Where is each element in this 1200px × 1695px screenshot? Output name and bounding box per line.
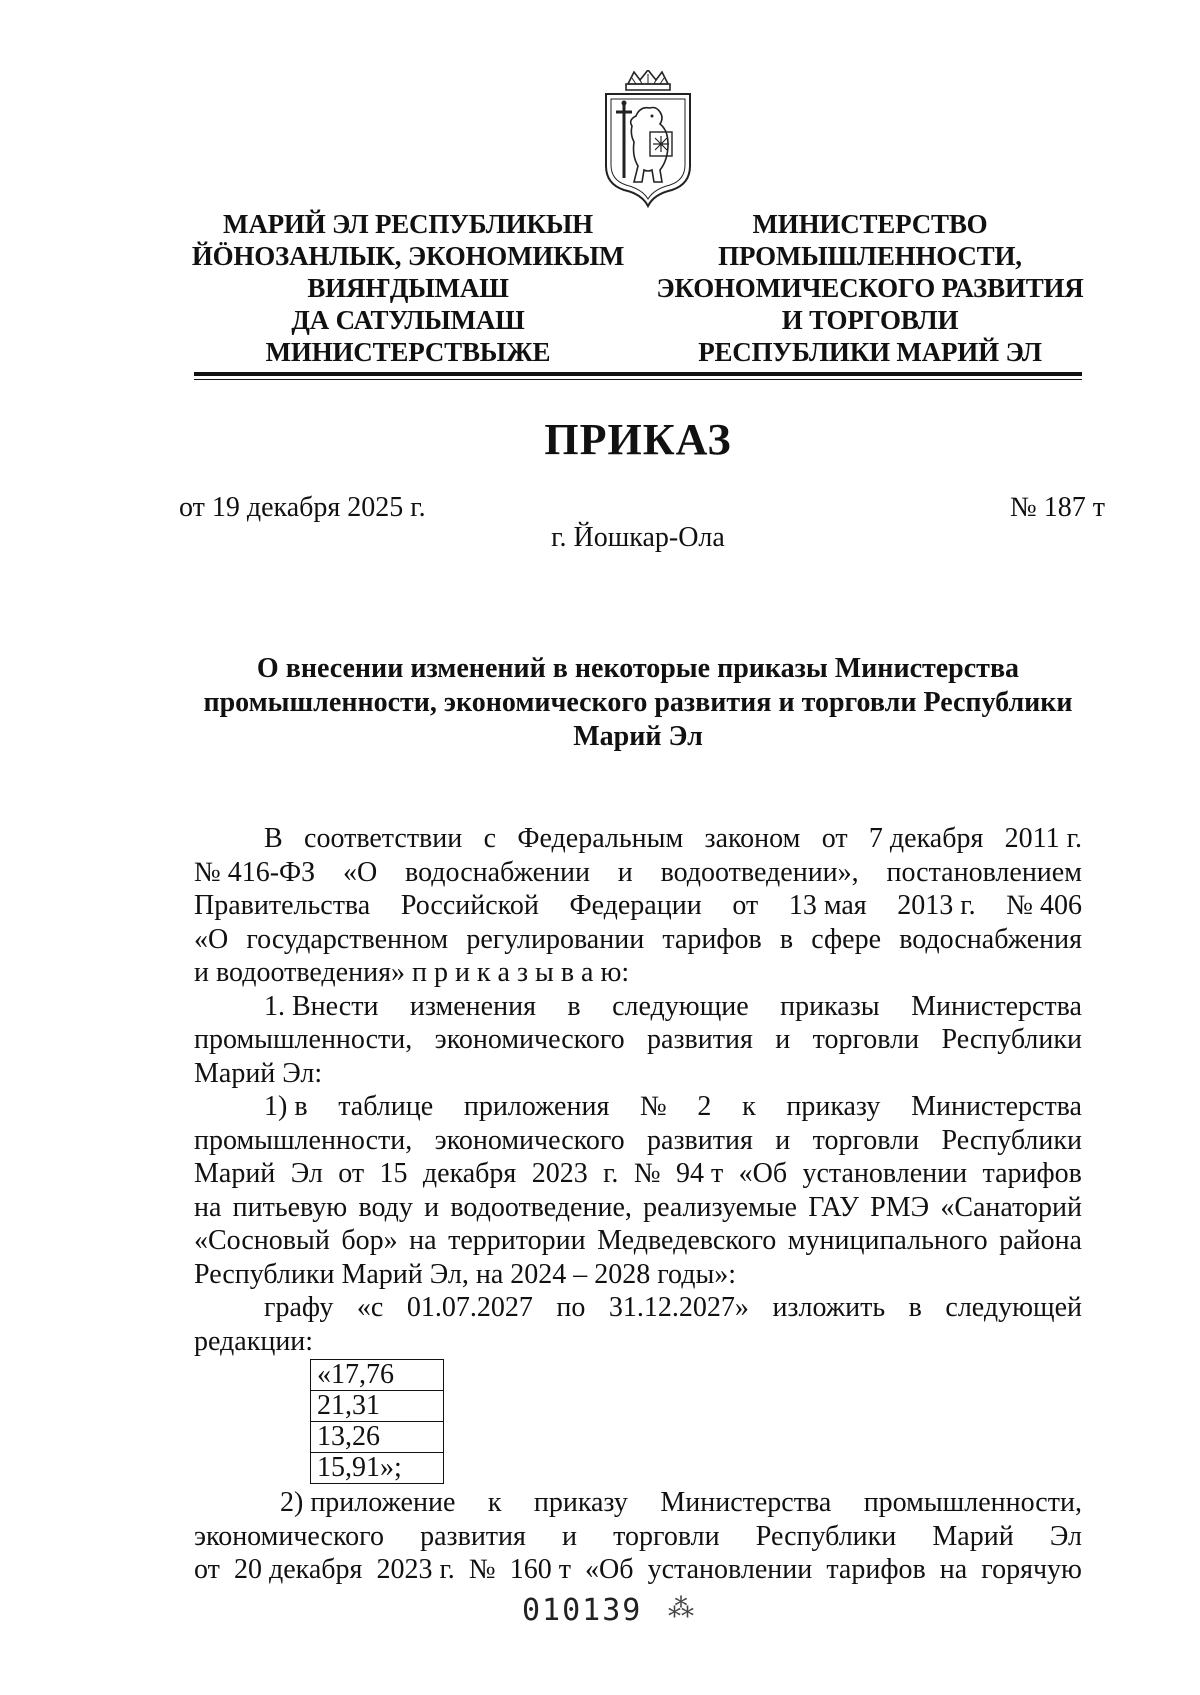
- word: торговли: [613, 1520, 720, 1552]
- order-city: г. Йошкар-Ола: [551, 522, 725, 553]
- word: на: [194, 1191, 222, 1223]
- order-subject: [190, 652, 1086, 754]
- header-divider-thin: [194, 379, 1082, 380]
- table-row: [311, 1453, 444, 1484]
- word: на: [409, 1225, 437, 1256]
- word: на: [939, 1554, 968, 1585]
- word: Эл: [1049, 1520, 1082, 1552]
- word: от: [194, 1554, 220, 1585]
- word: водоснабжении: [405, 856, 590, 888]
- word: промышленности,: [194, 1024, 413, 1055]
- table-row: [311, 1391, 444, 1422]
- word: г.: [603, 1158, 619, 1189]
- header-marian-title: [178, 208, 638, 368]
- word: «Санаторий: [940, 1191, 1082, 1223]
- coat-of-arms-emblem: [602, 70, 694, 208]
- word: тарифов: [662, 923, 762, 955]
- word: тарифов: [826, 1554, 926, 1585]
- word: «с: [356, 1292, 384, 1323]
- word: таблице: [338, 1091, 434, 1122]
- subject-line: промышленности, экономического развития и торговли Республики: [203, 687, 1073, 718]
- word: Марий: [194, 1158, 276, 1189]
- header-line: И ТОРГОВЛИ: [781, 305, 959, 335]
- word: в: [567, 990, 581, 1022]
- word: «О: [343, 856, 378, 888]
- word: водоотведение,: [450, 1191, 632, 1223]
- word: № 406: [1006, 890, 1082, 921]
- word: в: [779, 923, 794, 955]
- word: «Сосновый: [194, 1225, 330, 1256]
- body-line: Республики Марий Эл, на 2024 – 2028 годы»:: [194, 1258, 737, 1290]
- word: торговли: [812, 1024, 920, 1055]
- word: В: [264, 823, 283, 854]
- word: Эл: [290, 1158, 323, 1189]
- word: Марий: [932, 1520, 1014, 1552]
- word: Республики: [941, 1124, 1082, 1156]
- word: от: [338, 1158, 365, 1189]
- body-line: [194, 1520, 1082, 1554]
- word: Медведевского: [597, 1225, 777, 1256]
- word: Правительства: [194, 890, 371, 921]
- word: 20 декабря: [233, 1554, 363, 1585]
- word: 94 т: [675, 1158, 724, 1189]
- word: в: [908, 1292, 922, 1323]
- word: следующие: [612, 990, 749, 1022]
- word: торговли: [812, 1124, 920, 1156]
- word: воду: [358, 1191, 413, 1223]
- word: и: [775, 1024, 791, 1055]
- word: тарифов: [982, 1158, 1082, 1189]
- header-line: ДА САТУЛЫМАШ: [291, 305, 525, 335]
- word: экономического: [434, 1024, 625, 1055]
- word: 01.07.2027: [406, 1292, 533, 1323]
- word: от: [732, 890, 759, 921]
- document-title: ПРИКАЗ: [544, 415, 732, 464]
- word: к: [487, 1487, 502, 1518]
- word: законом: [704, 823, 801, 854]
- word: ГАУ: [808, 1191, 859, 1223]
- subject-line: О внесении изменений в некоторые приказы Министерства: [256, 653, 1020, 684]
- word: регулировании: [466, 923, 645, 955]
- table-row: [311, 1360, 444, 1391]
- word: Республики: [755, 1520, 897, 1552]
- body-line: редакции:: [194, 1325, 314, 1357]
- word: к: [742, 1091, 756, 1122]
- body-line: [194, 856, 1082, 890]
- word: от: [821, 823, 848, 854]
- word: промышленности,: [863, 1487, 1082, 1518]
- word: и: [562, 1520, 578, 1552]
- word: развития: [647, 1024, 753, 1055]
- word: № 416-ФЗ: [194, 856, 316, 888]
- header-line: МИНИСТЕРСТВЫЖЕ: [265, 337, 551, 367]
- word: и: [775, 1124, 791, 1156]
- order-body: [194, 822, 1082, 1587]
- header-line: МИНИСТЕРСТВО: [752, 209, 988, 239]
- word: «Об: [585, 1554, 634, 1585]
- order-number: № 187 т: [1010, 492, 1105, 523]
- header-line: ПРОМЫШЛЕННОСТИ,: [718, 241, 1022, 271]
- word: постановлением: [886, 856, 1082, 888]
- header-line: РЕСПУБЛИКИ МАРИЙ ЭЛ: [698, 337, 1042, 367]
- word: реализуемые: [643, 1191, 797, 1223]
- word: и: [424, 1191, 440, 1223]
- word: 2011 г.: [1004, 823, 1082, 854]
- header-russian-title: [640, 208, 1100, 368]
- word: территории: [448, 1225, 586, 1256]
- word: №: [468, 1554, 496, 1585]
- word: 13 мая: [788, 890, 867, 921]
- word: 2) приложение: [280, 1487, 456, 1518]
- word: «Об: [738, 1158, 788, 1189]
- word: и: [617, 856, 633, 888]
- word: декабря: [422, 1158, 517, 1189]
- word: изложить: [772, 1292, 886, 1323]
- word: района: [999, 1225, 1082, 1256]
- word: водоотведении»,: [660, 856, 859, 888]
- word: 2013 г.: [897, 890, 976, 921]
- body-line: [194, 1023, 1082, 1057]
- word: №: [633, 1158, 661, 1189]
- body-line: [194, 1191, 1082, 1225]
- word: Федеральным: [517, 823, 684, 854]
- word: РМЭ: [870, 1191, 930, 1223]
- word: бор»: [341, 1225, 398, 1256]
- header-line: ЭКОНОМИЧЕСКОГО РАЗВИТИЯ: [656, 273, 1084, 303]
- word: муниципального: [787, 1225, 988, 1256]
- word: Российской: [400, 890, 539, 921]
- word: приказы: [780, 990, 880, 1022]
- order-date: от 19 декабря 2025 г.: [179, 492, 426, 523]
- word: промышленности,: [194, 1124, 413, 1156]
- word: питьевую: [232, 1191, 348, 1223]
- word: Министерства: [911, 990, 1082, 1022]
- body-line: [194, 1224, 1082, 1258]
- word: Федерации: [569, 890, 702, 921]
- word: установлении: [802, 1158, 968, 1189]
- body-line: Марий Эл:: [194, 1057, 323, 1089]
- body-line: [194, 1124, 1082, 1158]
- word: 2: [697, 1091, 712, 1122]
- body-line: [194, 1553, 1082, 1587]
- word: графу: [264, 1292, 334, 1323]
- word: приложения: [463, 1091, 610, 1122]
- body-line: [194, 1291, 1082, 1325]
- word: Республики: [941, 1024, 1082, 1055]
- body-line: [194, 1090, 1082, 1124]
- word: горячую: [981, 1554, 1082, 1585]
- word: сфере: [811, 923, 882, 955]
- word: 2023 г.: [376, 1554, 455, 1585]
- word: развития: [647, 1124, 753, 1156]
- word: Министерства: [660, 1487, 832, 1518]
- word: №: [640, 1091, 667, 1122]
- word: экономического: [194, 1520, 384, 1552]
- body-line: [194, 990, 1082, 1024]
- body-line: [194, 923, 1082, 957]
- word: государственном: [246, 923, 449, 955]
- word: 7 декабря: [868, 823, 984, 854]
- table-cell: «17,76: [311, 1360, 444, 1391]
- word: изменения: [409, 990, 536, 1022]
- table-cell: 15,91»;: [311, 1453, 444, 1484]
- word: 31.12.2027»: [608, 1292, 749, 1323]
- word: 1) в: [264, 1091, 308, 1122]
- body-line: [194, 1486, 1082, 1520]
- word: 15: [379, 1158, 408, 1189]
- word: по: [556, 1292, 586, 1323]
- word: развития: [420, 1520, 526, 1552]
- word: 160 т: [509, 1554, 571, 1585]
- word: «О: [194, 923, 229, 955]
- subject-line: Марий Эл: [573, 721, 703, 752]
- word: с: [483, 823, 497, 854]
- word: соответствии: [304, 823, 463, 854]
- word: установлении: [647, 1554, 813, 1585]
- word: приказу: [786, 1091, 881, 1122]
- word: экономического: [434, 1124, 625, 1156]
- word: следующей: [945, 1292, 1082, 1323]
- header-line: ВИЯҤДЫМАШ: [307, 273, 509, 303]
- body-line: [194, 822, 1082, 856]
- word: 2023: [531, 1158, 588, 1189]
- word: 1. Внести: [264, 990, 379, 1022]
- table-row: [311, 1422, 444, 1453]
- table-cell: 21,31: [311, 1391, 444, 1422]
- header-divider-thick: [194, 372, 1082, 376]
- ornament-icon: ⁂: [668, 1594, 694, 1623]
- word: приказу: [533, 1487, 628, 1518]
- body-line: [194, 889, 1082, 923]
- body-line: и водоотведения» п р и к а з ы в а ю:: [194, 957, 630, 988]
- table-cell: 13,26: [311, 1422, 444, 1453]
- footer-form-number: 010139: [522, 1593, 643, 1628]
- header-line: ЙÖНОЗАНЛЫК, ЭКОНОМИКЫМ: [191, 241, 625, 271]
- header-line: МАРИЙ ЭЛ РЕСПУБЛИКЫН: [223, 209, 593, 239]
- word: водоснабжения: [899, 923, 1082, 955]
- word: Министерства: [911, 1091, 1082, 1122]
- tariff-values-table: [310, 1359, 444, 1484]
- body-line: [194, 1157, 1082, 1191]
